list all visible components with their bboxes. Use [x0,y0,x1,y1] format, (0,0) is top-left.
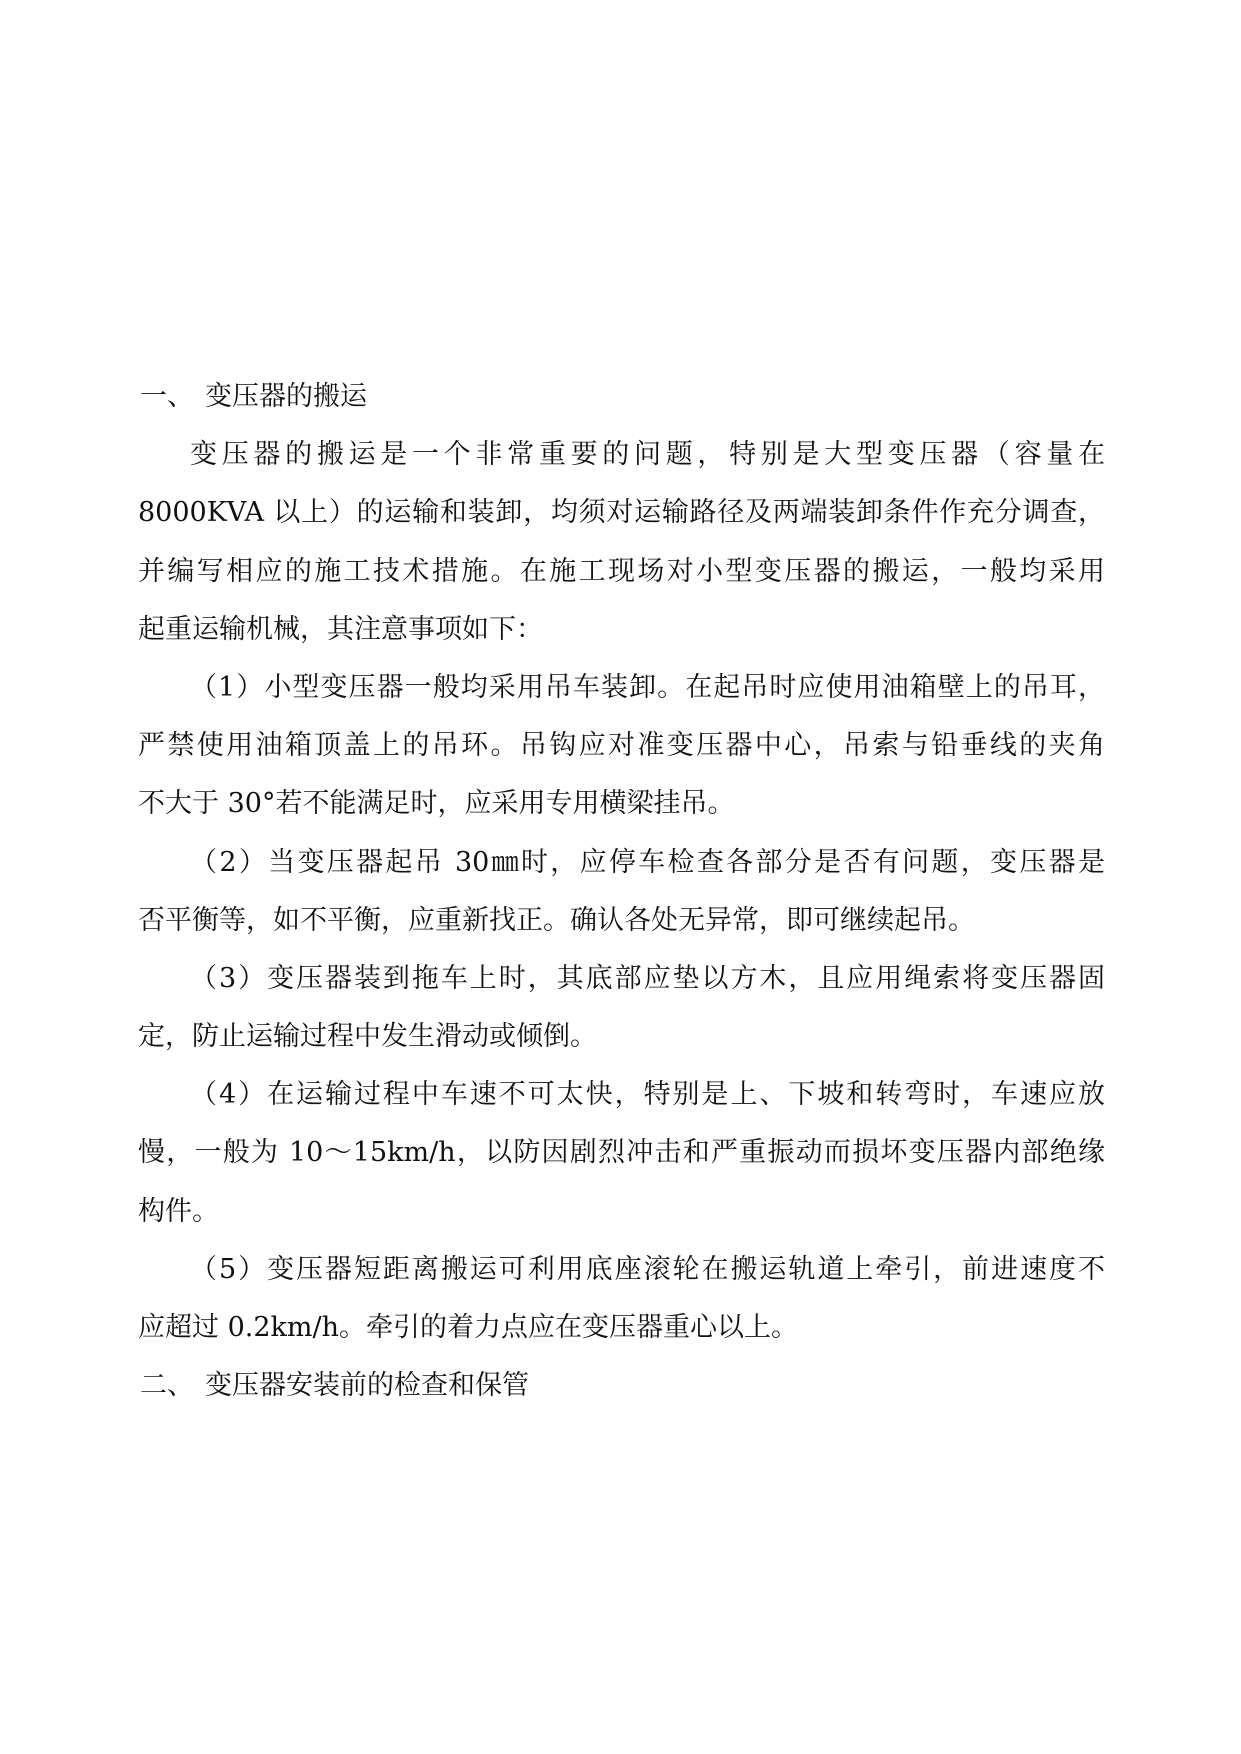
section-number: 一、 [140,381,194,412]
paragraph-line: （1）小型变压器一般均采用吊车装卸。在起吊时应使用油箱壁上的吊耳， [190,671,1105,703]
document-body [138,368,1105,1415]
paragraph-line: 定，防止运输过程中发生滑动或倾倒。 [138,1021,597,1053]
paragraph-line: 构件。 [138,1195,219,1227]
paragraph-line: 应超过 0.2km/h。牵引的着力点应在变压器重心以上。 [138,1312,798,1343]
paragraph-line: （5）变压器短距离搬运可利用底座滚轮在搬运轨道上牵引，前进速度不 [190,1253,1105,1285]
section-heading-2 [138,1357,1105,1415]
paragraph-line: 严禁使用油箱顶盖上的吊环。吊钩应对准变压器中心，吊索与铅垂线的夹角 [138,730,1105,762]
paragraph-line: 否平衡等，如不平衡，应重新找正。确认各处无异常，即可继续起吊。 [138,904,975,936]
paragraph-line: （2）当变压器起吊 30㎜时，应停车检查各部分是否有问题，变压器是 [190,846,1105,878]
paragraph-line: （4）在运输过程中车速不可太快，特别是上、下坡和转弯时，车速应放 [190,1079,1105,1111]
section-number: 二、 [140,1370,194,1402]
paragraph-line: 起重运输机械，其注意事项如下： [138,613,543,645]
paragraph-intro [138,426,1105,659]
paragraph-item-1 [138,659,1105,834]
paragraph-line: 慢，一般为 10～15km/h，以防因剧烈冲击和严重振动而损坏变压器内部绝缘 [138,1137,1105,1169]
paragraph-item-2 [138,834,1105,950]
section-title: 变压器安装前的检查和保管 [205,1370,529,1402]
paragraph-item-5 [138,1241,1105,1357]
paragraph-line: 8000KVA 以上）的运输和装卸，均须对运输路径及两端装卸条件作充分调查， [138,497,1105,529]
section-heading-1 [138,368,1105,426]
paragraph-line: 不大于 30°若不能满足时，应采用专用横梁挂吊。 [138,788,735,820]
paragraph-item-3 [138,950,1105,1066]
paragraph-line: （3）变压器装到拖车上时，其底部应垫以方木，且应用绳索将变压器固 [190,962,1105,994]
paragraph-line: 变压器的搬运是一个非常重要的问题，特别是大型变压器（容量在 [190,439,1105,471]
paragraph-item-4 [138,1066,1105,1241]
section-title: 变压器的搬运 [205,381,367,412]
paragraph-line: 并编写相应的施工技术措施。在施工现场对小型变压器的搬运，一般均采用 [138,555,1105,587]
